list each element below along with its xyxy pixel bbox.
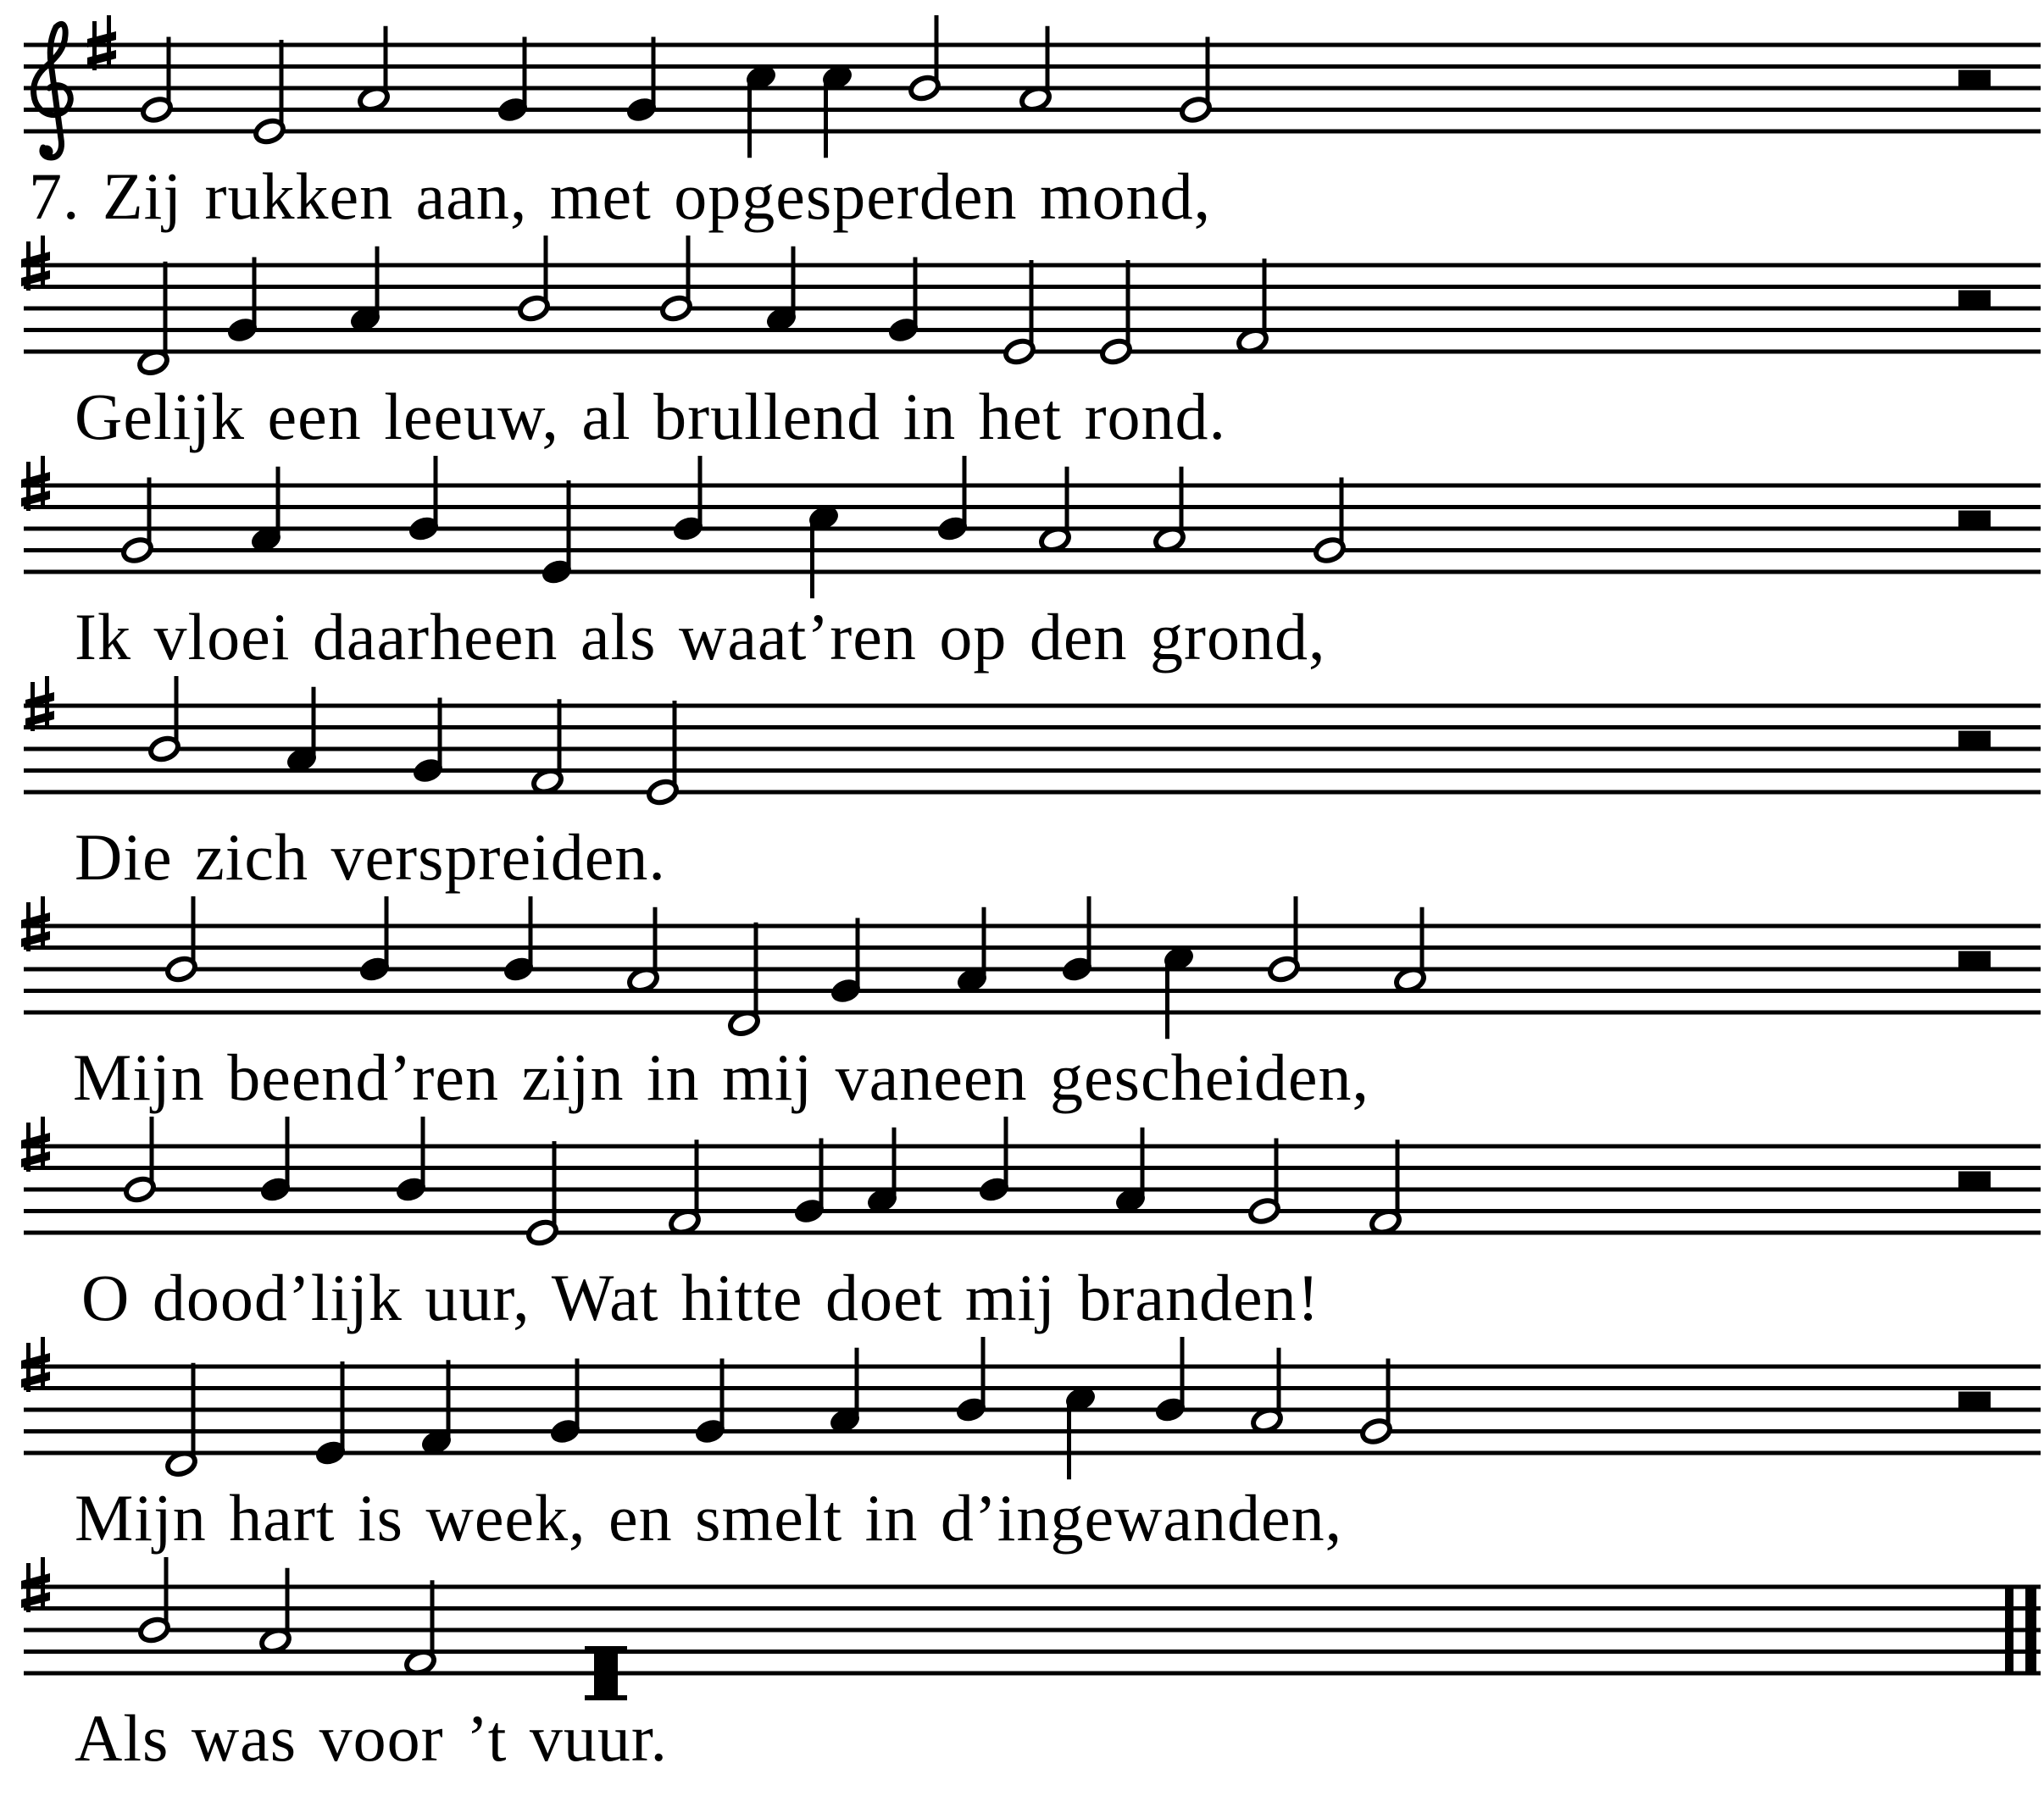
note-stem [529,896,533,969]
note-stem [1165,961,1169,1039]
note-stem [421,1117,425,1189]
half-note-head [659,294,692,322]
half-note-head [525,1218,558,1246]
note-stem [567,480,571,572]
lyric-line-8: Als was voor ’t vuur. [75,1701,669,1775]
lyric-line-5: Mijn beend’ren zijn in mij vaneen gescheiden, [73,1040,1370,1114]
half-note-head [1359,1417,1392,1445]
note-stem [720,1359,725,1432]
note-stem [276,467,280,540]
staff-line [24,1145,2041,1149]
staff-line [24,747,2041,751]
note-stem [558,699,562,781]
staff-line [24,527,2041,531]
note-stem [810,520,814,598]
lyric-line-1: 7. Zij rukken aan, met opgesperden mond, [29,159,1212,233]
lyric-line-2: Gelijk een leeuw, al brullend in het rond. [75,380,1227,453]
note-stem [856,918,860,991]
half-rest-icon [1958,1392,1991,1408]
half-rest-icon [1958,951,1991,968]
staff-line [24,130,2041,134]
half-note-head [120,536,153,564]
half-note-head [123,1175,156,1203]
note-stem [982,907,986,980]
note-stem [438,698,442,771]
half-note-head [137,1616,170,1644]
staff-line [24,64,2041,69]
note-stem [553,1141,557,1233]
note-stem [1141,1128,1145,1200]
note-stem [791,247,796,319]
staff-line [24,1650,2041,1654]
note-stem [385,896,389,969]
staff-line [24,505,2041,509]
staff-line [24,704,2041,708]
half-note-head [147,735,181,762]
note-stem [1180,1337,1185,1410]
staff-line [24,1628,2041,1633]
note-stem [754,923,758,1023]
staff-line [24,43,2041,47]
note-stem [819,1139,824,1211]
half-note-head [1313,536,1346,564]
note-stem [1396,1139,1400,1222]
note-stem [1004,1117,1008,1189]
half-note-head [517,294,550,322]
staff-line [24,989,2041,993]
staff-line [24,768,2041,773]
note-stem [164,262,168,363]
note-stem [575,1359,580,1432]
note-stem [375,247,380,319]
half-note-head [908,74,941,102]
staff-line [24,790,2041,795]
staff-line [24,945,2041,950]
half-note-head [1099,337,1132,365]
staff-line [24,725,2041,729]
note-stem [855,1348,859,1421]
half-rest-icon [1958,731,1991,747]
note-stem [434,456,438,529]
breve-note [594,1651,618,1695]
final-barline [2025,1585,2036,1676]
note-stem [698,456,703,529]
staff-line [24,1606,2041,1611]
staff-line [24,1408,2041,1412]
note-stem [1030,260,1034,352]
final-barline [2005,1585,2013,1676]
half-rest-icon [1958,1172,1991,1188]
note-stem [914,258,918,330]
lyric-line-7: Mijn hart is week, en smelt in d’ingewanden, [75,1481,1343,1555]
breve-note-bar [585,1646,627,1651]
note-stem [695,1139,699,1222]
staff-line [24,1585,2041,1589]
half-rest-icon [1958,291,1991,307]
staff-line [24,1166,2041,1170]
note-stem [1126,260,1130,352]
staff-line [24,1386,2041,1390]
note-stem [824,80,828,158]
note-stem [673,701,677,792]
half-note-head [646,778,679,806]
staff-line [24,1011,2041,1015]
note-stem [892,1128,897,1200]
lyric-line-3: Ik vloei daarheen als waat’ren op den grond, [75,600,1326,674]
staff-line [24,1365,2041,1369]
half-note-head [1247,1197,1280,1225]
staff-line [24,570,2041,574]
lyric-line-6: O dood’lijk uur, Wat hitte doet mij branden! [81,1261,1320,1334]
note-stem [447,1360,451,1442]
note-stem [341,1361,345,1453]
half-note-head [1003,337,1036,365]
note-stem [981,1337,986,1410]
lyric-line-4: Die zich verspreiden. [75,820,666,894]
note-stem [1067,1401,1071,1479]
staff-line [24,1188,2041,1192]
staff-line [24,548,2041,552]
staff-line [24,924,2041,929]
half-note-head [1179,96,1212,124]
note-stem [747,80,752,158]
half-rest-icon [1958,70,1991,86]
staff-line [24,484,2041,488]
note-stem [1263,258,1267,341]
half-note-head [140,96,173,124]
staff-line [24,968,2041,972]
note-stem [192,1363,196,1464]
half-note-head [164,955,197,983]
staff-line [24,1672,2041,1676]
note-stem [1087,896,1091,969]
note-stem [286,1117,290,1189]
note-stem [652,37,656,110]
half-rest-icon [1958,511,1991,527]
staff-line [24,1429,2041,1433]
note-stem [430,1580,435,1662]
note-stem [963,456,967,529]
note-stem [253,258,257,330]
half-note-head [253,117,286,145]
staff-line [24,1231,2041,1235]
staff-line [24,1209,2041,1213]
note-stem [312,687,316,760]
note-stem [523,37,527,110]
half-note-head [1267,955,1300,983]
note-stem [280,40,284,131]
